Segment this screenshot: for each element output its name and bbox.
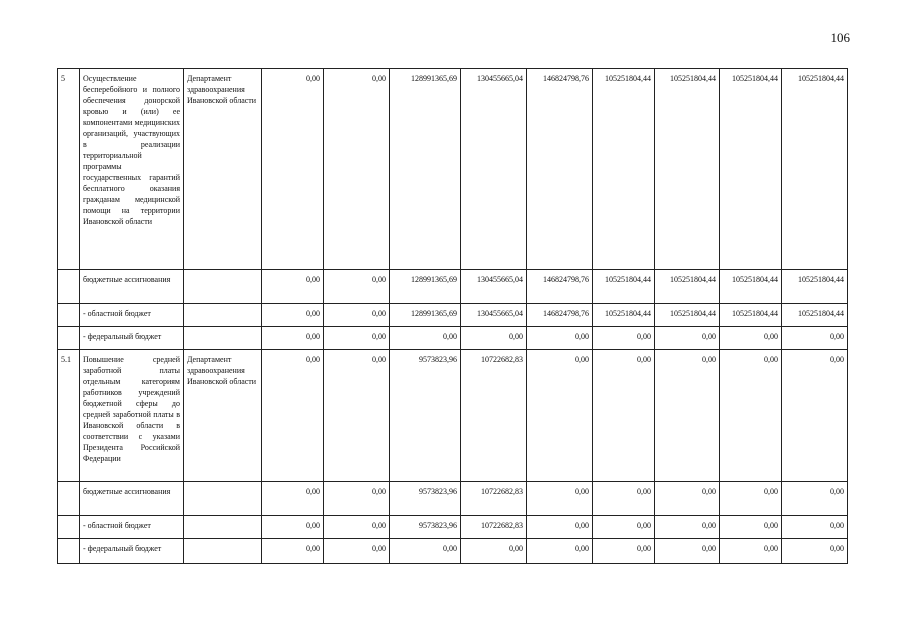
- empty-executor-cell: [184, 516, 262, 539]
- amount-cell: 105251804,44: [655, 270, 720, 304]
- section-name: Повышение средней заработной платы отдельным категориям работников учреждений бюджетной сферы до средней заработной платы в Ивановской области в соответствии с указами Президента Российской Федерации: [80, 350, 184, 482]
- amount-cell: 0,00: [593, 539, 655, 564]
- amount-cell: 0,00: [782, 516, 848, 539]
- amount-cell: 0,00: [527, 516, 593, 539]
- amount-cell: 0,00: [262, 327, 324, 350]
- amount-cell: 0,00: [782, 327, 848, 350]
- amount-cell: 105251804,44: [720, 69, 782, 270]
- amount-cell: 0,00: [527, 539, 593, 564]
- section-executor: Департамент здравоохранения Ивановской области: [184, 69, 262, 270]
- amount-cell: 0,00: [655, 350, 720, 482]
- amount-cell: 0,00: [782, 482, 848, 516]
- amount-cell: 0,00: [655, 516, 720, 539]
- amount-cell: 0,00: [655, 327, 720, 350]
- amount-cell: 105251804,44: [593, 69, 655, 270]
- amount-cell: 146824798,76: [527, 69, 593, 270]
- amount-cell: 10722682,83: [461, 350, 527, 482]
- amount-cell: 0,00: [262, 69, 324, 270]
- section-row: [58, 350, 848, 482]
- amount-cell: 0,00: [324, 327, 390, 350]
- amount-cell: 0,00: [782, 539, 848, 564]
- amount-cell: 0,00: [527, 327, 593, 350]
- amount-cell: 105251804,44: [782, 304, 848, 327]
- amount-cell: 0,00: [262, 516, 324, 539]
- amount-cell: 9573823,96: [390, 482, 461, 516]
- amount-cell: 0,00: [720, 350, 782, 482]
- empty-executor-cell: [184, 539, 262, 564]
- amount-cell: 10722682,83: [461, 482, 527, 516]
- amount-cell: 105251804,44: [655, 69, 720, 270]
- amount-cell: 0,00: [593, 350, 655, 482]
- amount-cell: 0,00: [655, 539, 720, 564]
- amount-cell: 146824798,76: [527, 270, 593, 304]
- amount-cell: 105251804,44: [782, 270, 848, 304]
- empty-index-cell: [58, 539, 80, 564]
- amount-cell: 0,00: [262, 350, 324, 482]
- amount-cell: 105251804,44: [720, 270, 782, 304]
- amount-cell: 0,00: [324, 482, 390, 516]
- empty-index-cell: [58, 516, 80, 539]
- empty-index-cell: [58, 304, 80, 327]
- amount-cell: 0,00: [461, 327, 527, 350]
- funding-source-label: - федеральный бюджет: [80, 539, 184, 564]
- federal-budget-row: [58, 327, 848, 350]
- amount-cell: 0,00: [720, 516, 782, 539]
- amount-cell: 105251804,44: [593, 270, 655, 304]
- amount-cell: 0,00: [324, 69, 390, 270]
- amount-cell: 9573823,96: [390, 516, 461, 539]
- empty-executor-cell: [184, 270, 262, 304]
- section-row: [58, 69, 848, 270]
- budget-allocations-row: [58, 270, 848, 304]
- amount-cell: 0,00: [262, 304, 324, 327]
- amount-cell: 0,00: [655, 482, 720, 516]
- regional-budget-row: [58, 304, 848, 327]
- amount-cell: 0,00: [593, 482, 655, 516]
- section-executor: Департамент здравоохранения Ивановской области: [184, 350, 262, 482]
- amount-cell: 0,00: [527, 350, 593, 482]
- amount-cell: 0,00: [324, 304, 390, 327]
- amount-cell: 0,00: [262, 539, 324, 564]
- amount-cell: 0,00: [720, 539, 782, 564]
- federal-budget-row: [58, 539, 848, 564]
- empty-executor-cell: [184, 327, 262, 350]
- amount-cell: 0,00: [461, 539, 527, 564]
- budget-table-body: [58, 69, 848, 564]
- empty-index-cell: [58, 327, 80, 350]
- funding-source-label: - федеральный бюджет: [80, 327, 184, 350]
- amount-cell: 0,00: [593, 516, 655, 539]
- funding-source-label: бюджетные ассигнования: [80, 482, 184, 516]
- amount-cell: 0,00: [390, 539, 461, 564]
- amount-cell: 0,00: [390, 327, 461, 350]
- amount-cell: 0,00: [324, 516, 390, 539]
- empty-executor-cell: [184, 304, 262, 327]
- amount-cell: 0,00: [324, 270, 390, 304]
- amount-cell: 0,00: [324, 539, 390, 564]
- empty-index-cell: [58, 270, 80, 304]
- amount-cell: 0,00: [527, 482, 593, 516]
- section-name: Осуществление бесперебойного и полного обеспечения донорской кровью и (или) ее компонентами медицинских организаций, участвующих в реализации территориальной программы государственных гарантий бесплатного оказания гражданам медицинской помощи на территории Ивановской области: [80, 69, 184, 270]
- budget-allocations-row: [58, 482, 848, 516]
- amount-cell: 105251804,44: [720, 304, 782, 327]
- amount-cell: 105251804,44: [593, 304, 655, 327]
- amount-cell: 128991365,69: [390, 69, 461, 270]
- amount-cell: 0,00: [593, 327, 655, 350]
- amount-cell: 0,00: [262, 270, 324, 304]
- empty-executor-cell: [184, 482, 262, 516]
- page-number: 106: [830, 30, 850, 45]
- amount-cell: 128991365,69: [390, 304, 461, 327]
- section-index: 5: [58, 69, 80, 270]
- empty-index-cell: [58, 482, 80, 516]
- amount-cell: 0,00: [324, 350, 390, 482]
- amount-cell: 0,00: [720, 482, 782, 516]
- regional-budget-row: [58, 516, 848, 539]
- amount-cell: 130455665,04: [461, 69, 527, 270]
- budget-table: [57, 68, 848, 564]
- funding-source-label: бюджетные ассигнования: [80, 270, 184, 304]
- amount-cell: 146824798,76: [527, 304, 593, 327]
- amount-cell: 105251804,44: [655, 304, 720, 327]
- amount-cell: 0,00: [262, 482, 324, 516]
- amount-cell: 130455665,04: [461, 270, 527, 304]
- amount-cell: 9573823,96: [390, 350, 461, 482]
- funding-source-label: - областной бюджет: [80, 304, 184, 327]
- amount-cell: 10722682,83: [461, 516, 527, 539]
- amount-cell: 0,00: [720, 327, 782, 350]
- funding-source-label: - областной бюджет: [80, 516, 184, 539]
- section-index: 5.1: [58, 350, 80, 482]
- amount-cell: 0,00: [782, 350, 848, 482]
- amount-cell: 105251804,44: [782, 69, 848, 270]
- amount-cell: 128991365,69: [390, 270, 461, 304]
- amount-cell: 130455665,04: [461, 304, 527, 327]
